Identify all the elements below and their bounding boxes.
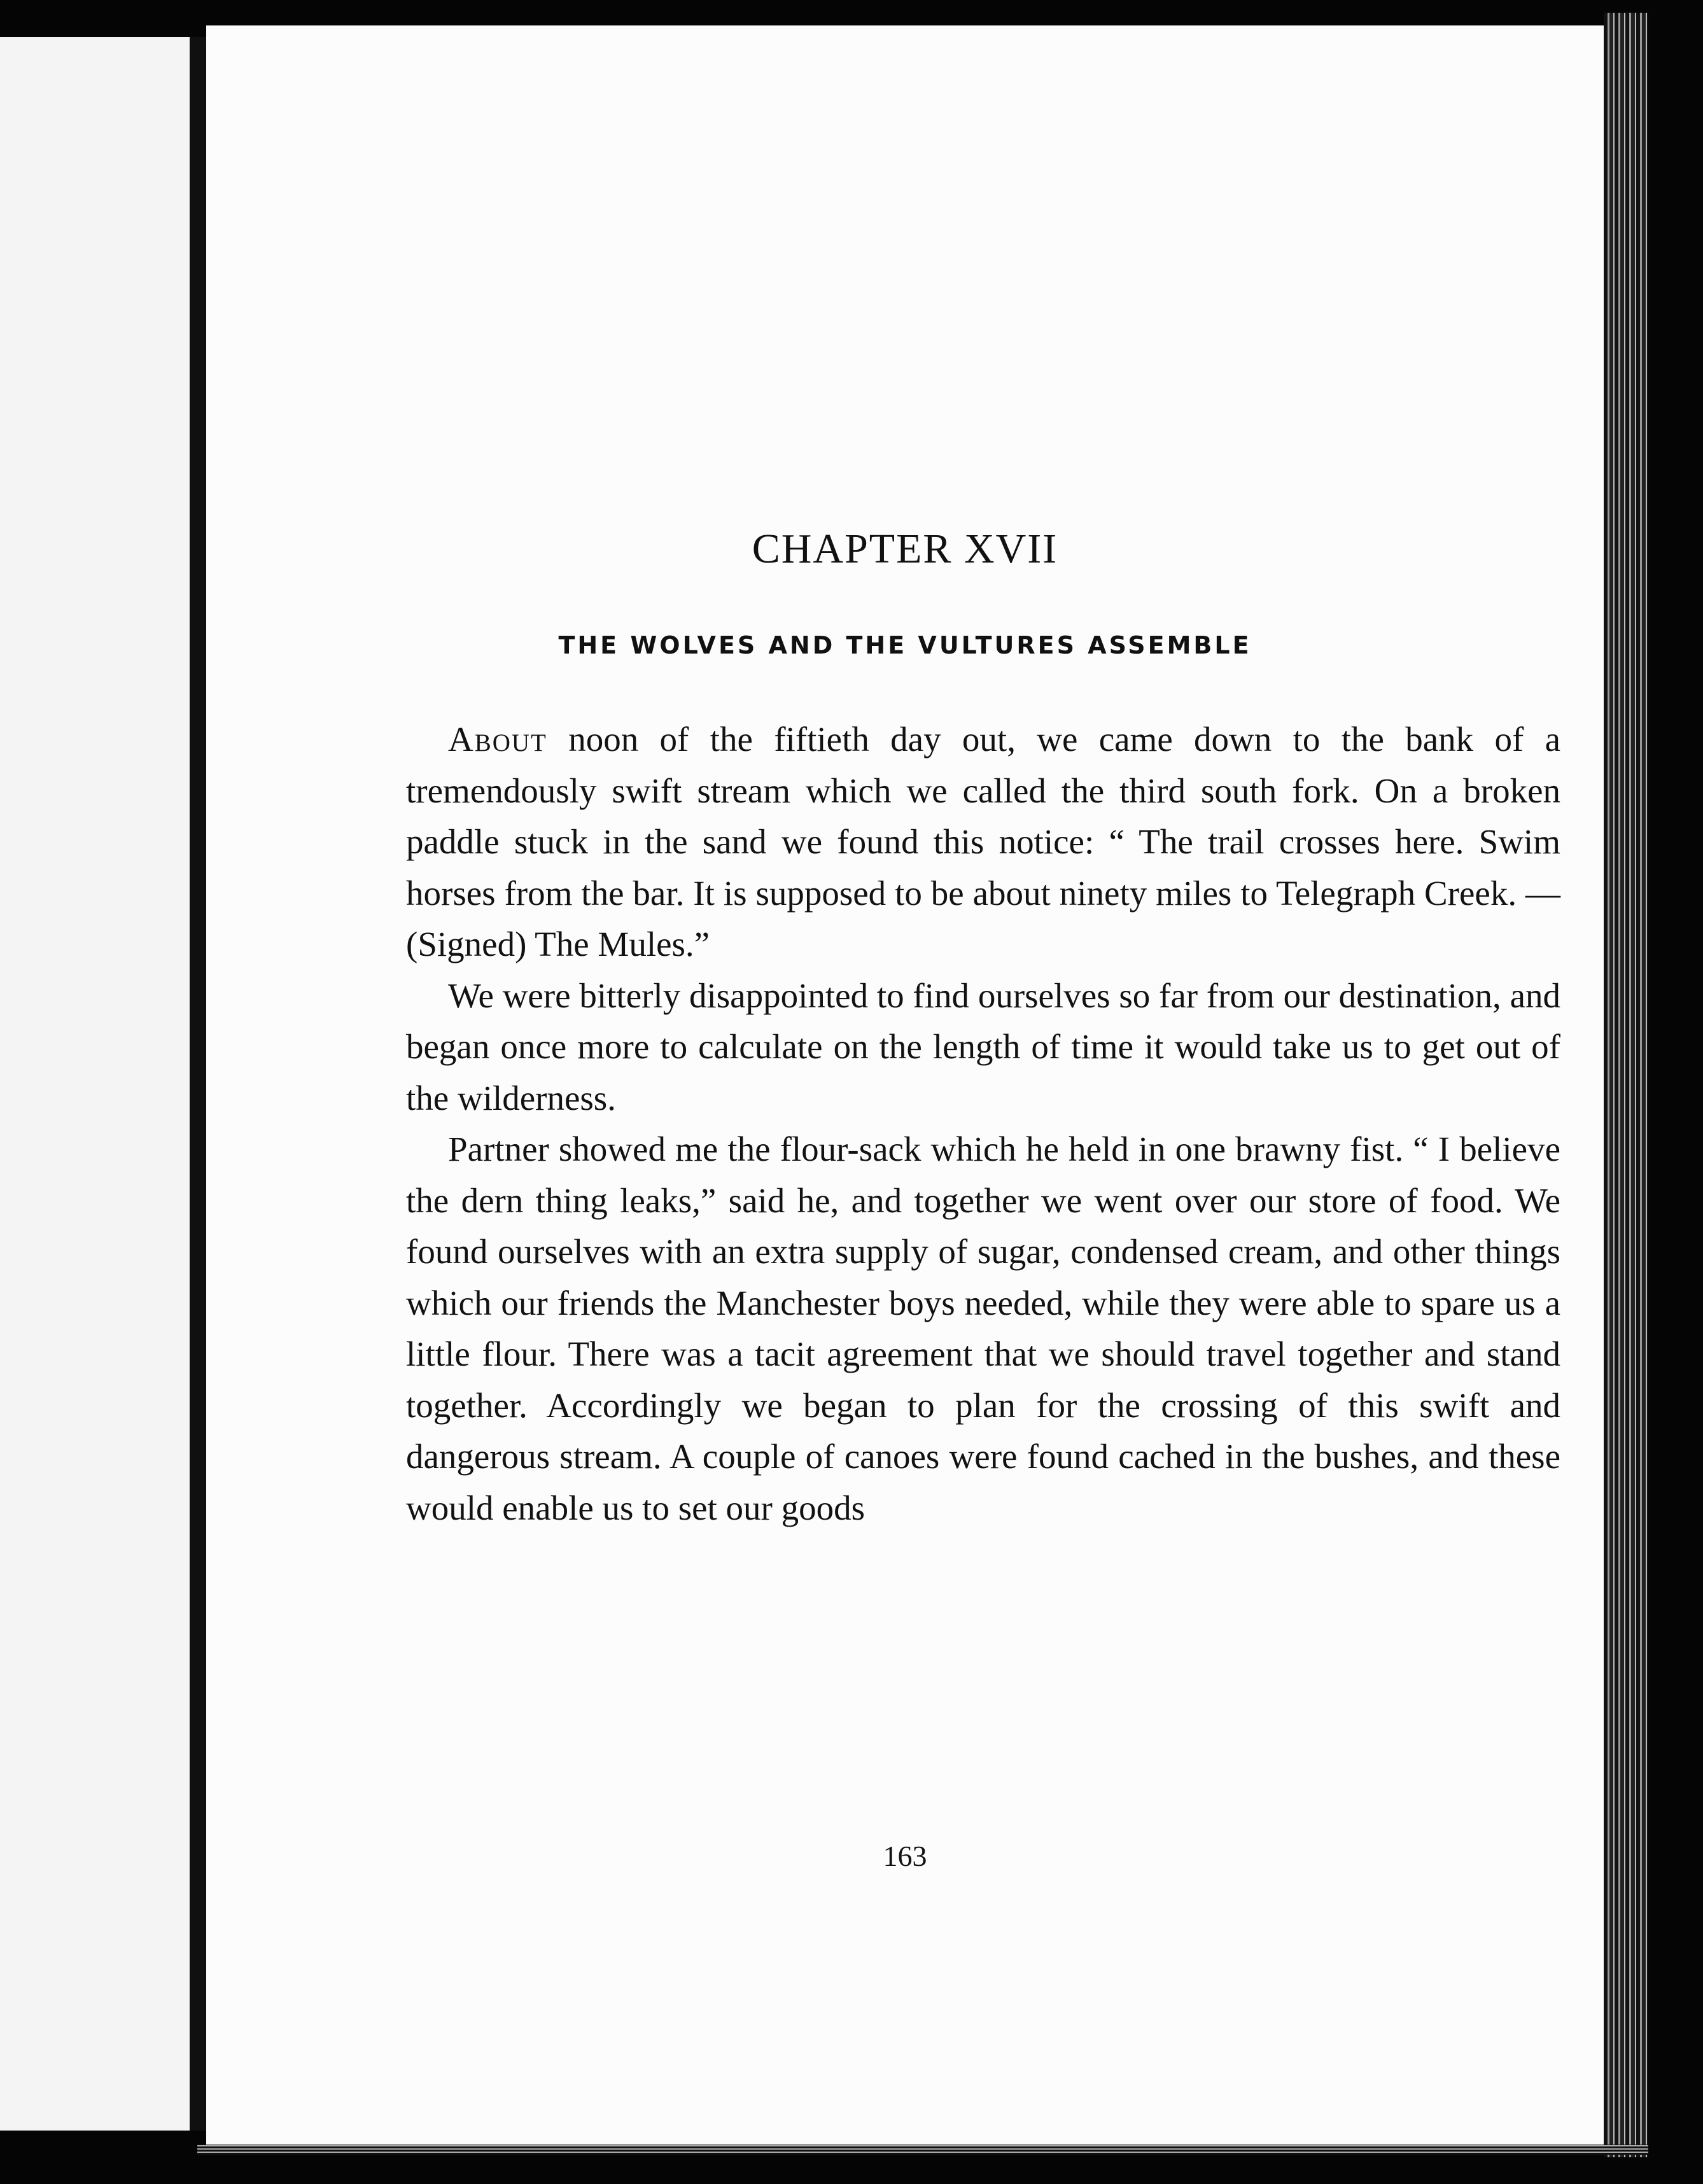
chapter-subtitle: THE WOLVES AND THE VULTURES ASSEMBLE	[558, 631, 1252, 659]
page-edges	[1604, 13, 1648, 2157]
paragraph-lead-word: About	[448, 720, 547, 759]
paragraph: We were bitterly disappointed to find ourselves so far from our destination, and began once more to calculate on the length of time it would take us to get out of the wilderness.	[406, 976, 1560, 1117]
paragraph: Partner showed me the flour-sack which he held in one brawny fist. “ I believe the dern thing leaks,” said he, and together we went over our store of food. We found ourselves with an extra supply of sugar, condensed cream, and other things which our friends the Manchester boys needed, while they were able to spare us a little flour. There was a tacit agreement that we should travel together and stand together. Accordingly we began to plan for the crossing of this swift and dangerous stream. A couple of canoes were found cached in the bushes, and these would enable us to set our goods	[406, 1130, 1560, 1527]
body-text	[406, 714, 1560, 1534]
paragraph	[406, 714, 1560, 970]
page-number: 163	[883, 1840, 927, 1872]
bottom-page-edge	[197, 2145, 1648, 2155]
book-gutter	[190, 37, 206, 2131]
paragraph-text: noon of the fiftieth day out, we came down to the bank of a tremendously swift stream which we called the third south fork. On a broken paddle stuck in the sand we found this notice: “ The trail crosses here. Swim horses from the bar. It is supposed to be about ninety miles to Telegraph Creek. — (Signed) The Mules.”	[406, 720, 1560, 963]
facing-page	[0, 37, 190, 2131]
chapter-title: CHAPTER XVII	[752, 526, 1058, 572]
book-page	[206, 25, 1604, 2145]
